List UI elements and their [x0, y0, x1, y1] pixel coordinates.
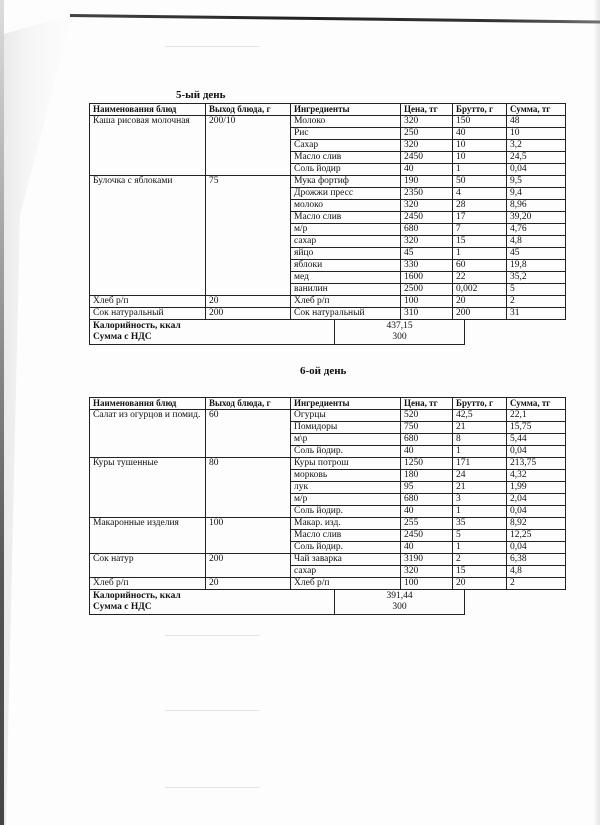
- summary-values: [335, 320, 464, 344]
- ingredient-cell: яйцо: [291, 248, 401, 260]
- price-cell: 320: [401, 116, 453, 128]
- gross-cell: 1: [453, 248, 507, 260]
- price-cell: 750: [401, 422, 453, 434]
- ingredient-cell: м/р: [291, 224, 401, 236]
- price-cell: 95: [401, 482, 453, 494]
- table-row: [90, 578, 566, 590]
- price-cell: 680: [401, 434, 453, 446]
- ingredient-cell: Масло слив: [291, 212, 401, 224]
- gross-cell: 50: [453, 176, 507, 188]
- yield-cell: 80: [206, 458, 291, 518]
- sum-cell: 9,5: [507, 176, 566, 188]
- calories-label: Калорийность, ккал: [93, 591, 181, 601]
- ingredient-cell: Чай заварка: [291, 554, 401, 566]
- summary-day-5: [89, 320, 465, 345]
- table-header-row: [90, 398, 566, 410]
- scan-shadow: [0, 15, 72, 825]
- gross-cell: 60: [453, 260, 507, 272]
- sum-cell: 6,38: [507, 554, 566, 566]
- sum-cell: 0,04: [507, 446, 566, 458]
- column-header: Брутто, г: [453, 104, 507, 116]
- price-cell: 320: [401, 566, 453, 578]
- price-cell: 40: [401, 446, 453, 458]
- price-cell: 320: [401, 200, 453, 212]
- ingredient-cell: Соль йодир.: [291, 506, 401, 518]
- price-cell: 320: [401, 140, 453, 152]
- gross-cell: 22: [453, 272, 507, 284]
- scan-smudge: [165, 46, 260, 47]
- price-cell: 2500: [401, 284, 453, 296]
- day-title: 6-ой день: [300, 365, 347, 377]
- total-label: Сумма с НДС: [93, 602, 152, 612]
- gross-cell: 3: [453, 494, 507, 506]
- price-cell: 310: [401, 308, 453, 320]
- gross-cell: 171: [453, 458, 507, 470]
- sum-cell: 4,8: [507, 566, 566, 578]
- column-header: Ингредиенты: [291, 398, 401, 410]
- scan-top-edge: [70, 14, 600, 24]
- sum-cell: 10: [507, 128, 566, 140]
- calories-value: 437,15: [386, 321, 413, 331]
- scan-smudge: [165, 635, 260, 636]
- price-cell: 680: [401, 494, 453, 506]
- sum-cell: 2: [507, 578, 566, 590]
- gross-cell: 17: [453, 212, 507, 224]
- sum-cell: 0,04: [507, 164, 566, 176]
- yield-cell: 20: [206, 296, 291, 308]
- table-row: [90, 554, 566, 566]
- price-cell: 100: [401, 296, 453, 308]
- sum-cell: 31: [507, 308, 566, 320]
- price-cell: 1250: [401, 458, 453, 470]
- ingredient-cell: ванилин: [291, 284, 401, 296]
- calories-value: 391,44: [386, 591, 413, 601]
- yield-cell: 60: [206, 410, 291, 458]
- ingredient-cell: сахар: [291, 236, 401, 248]
- scan-right-edge: [594, 0, 600, 825]
- gross-cell: 28: [453, 200, 507, 212]
- total-label: Сумма с НДС: [93, 332, 152, 342]
- ingredient-cell: Помидоры: [291, 422, 401, 434]
- price-cell: 3190: [401, 554, 453, 566]
- dish-name-cell: Хлеб р/п: [90, 578, 206, 590]
- gross-cell: 1: [453, 446, 507, 458]
- calories-label: Калорийность, ккал: [93, 321, 181, 331]
- column-header: Сумма, тг: [507, 104, 566, 116]
- dish-name-cell: Сок натур: [90, 554, 206, 578]
- ingredient-cell: морковь: [291, 470, 401, 482]
- gross-cell: 10: [453, 140, 507, 152]
- ingredient-cell: Макар. изд.: [291, 518, 401, 530]
- price-cell: 520: [401, 410, 453, 422]
- scan-smudge: [165, 787, 260, 788]
- column-header: Цена, тг: [401, 398, 453, 410]
- gross-cell: 10: [453, 152, 507, 164]
- ingredient-cell: Мука фортиф: [291, 176, 401, 188]
- column-header: Брутто, г: [453, 398, 507, 410]
- gross-cell: 40: [453, 128, 507, 140]
- column-header: Сумма, тг: [507, 398, 566, 410]
- ingredient-cell: м/р: [291, 494, 401, 506]
- price-cell: 180: [401, 470, 453, 482]
- table-row: [90, 176, 566, 188]
- dish-name-cell: Булочка с яблоками: [90, 176, 206, 296]
- yield-cell: 200/10: [206, 116, 291, 176]
- column-header: Наименования блюд: [90, 398, 206, 410]
- sum-cell: 5,44: [507, 434, 566, 446]
- price-cell: 190: [401, 176, 453, 188]
- price-cell: 2450: [401, 152, 453, 164]
- gross-cell: 20: [453, 296, 507, 308]
- price-cell: 40: [401, 164, 453, 176]
- ingredient-cell: Хлеб р/п: [291, 296, 401, 308]
- gross-cell: 42,5: [453, 410, 507, 422]
- gross-cell: 2: [453, 554, 507, 566]
- price-cell: 330: [401, 260, 453, 272]
- price-cell: 2450: [401, 212, 453, 224]
- gross-cell: 4: [453, 188, 507, 200]
- sum-cell: 9,4: [507, 188, 566, 200]
- yield-cell: 75: [206, 176, 291, 296]
- table-row: [90, 296, 566, 308]
- gross-cell: 0,002: [453, 284, 507, 296]
- dish-name-cell: Каша рисовая молочная: [90, 116, 206, 176]
- gross-cell: 200: [453, 308, 507, 320]
- price-cell: 2450: [401, 530, 453, 542]
- ingredient-cell: Масло слив: [291, 530, 401, 542]
- sum-cell: 24,5: [507, 152, 566, 164]
- table-row: [90, 518, 566, 530]
- sum-cell: 4,76: [507, 224, 566, 236]
- ingredient-cell: молоко: [291, 200, 401, 212]
- yield-cell: 100: [206, 518, 291, 554]
- scan-smudge: [165, 710, 260, 711]
- ingredient-cell: Масло слив: [291, 152, 401, 164]
- yield-cell: 200: [206, 308, 291, 320]
- table-row: [90, 410, 566, 422]
- gross-cell: 15: [453, 236, 507, 248]
- price-cell: 45: [401, 248, 453, 260]
- sum-cell: 15,75: [507, 422, 566, 434]
- gross-cell: 24: [453, 470, 507, 482]
- gross-cell: 1: [453, 542, 507, 554]
- gross-cell: 20: [453, 578, 507, 590]
- sum-cell: 0,04: [507, 506, 566, 518]
- price-cell: 255: [401, 518, 453, 530]
- price-cell: 2350: [401, 188, 453, 200]
- gross-cell: 1: [453, 506, 507, 518]
- summary-labels: [90, 590, 335, 614]
- ingredient-cell: Хлеб р/п: [291, 578, 401, 590]
- gross-cell: 15: [453, 566, 507, 578]
- sum-cell: 39,20: [507, 212, 566, 224]
- summary-values: [335, 590, 464, 614]
- dish-name-cell: Салат из огурцов и помид.: [90, 410, 206, 458]
- sum-cell: 2: [507, 296, 566, 308]
- sum-cell: 4,8: [507, 236, 566, 248]
- dish-name-cell: Хлеб р/п: [90, 296, 206, 308]
- ingredient-cell: Сахар: [291, 140, 401, 152]
- day-title: 5-ый день: [176, 89, 226, 101]
- ingredient-cell: Соль йодир: [291, 164, 401, 176]
- sum-cell: 5: [507, 284, 566, 296]
- summary-day-6: [89, 590, 465, 615]
- ingredient-cell: Соль йодир.: [291, 446, 401, 458]
- price-cell: 250: [401, 128, 453, 140]
- total-value: 300: [392, 332, 407, 342]
- sum-cell: 4,32: [507, 470, 566, 482]
- summary-labels: [90, 320, 335, 344]
- dish-name-cell: Макаронные изделия: [90, 518, 206, 554]
- table-row: [90, 308, 566, 320]
- ingredient-cell: яблоки: [291, 260, 401, 272]
- ingredient-cell: Сок натуральный: [291, 308, 401, 320]
- dish-name-cell: Куры тушенные: [90, 458, 206, 518]
- column-header: Наименования блюд: [90, 104, 206, 116]
- ingredient-cell: Молоко: [291, 116, 401, 128]
- column-header: Ингредиенты: [291, 104, 401, 116]
- table-header-row: [90, 104, 566, 116]
- menu-table-day-5: [89, 103, 566, 320]
- gross-cell: 35: [453, 518, 507, 530]
- sum-cell: 8,96: [507, 200, 566, 212]
- gross-cell: 5: [453, 530, 507, 542]
- menu-table-day-6: [89, 397, 566, 590]
- ingredient-cell: мед: [291, 272, 401, 284]
- gross-cell: 1: [453, 164, 507, 176]
- sum-cell: 3,2: [507, 140, 566, 152]
- column-header: Выход блюда, г: [206, 104, 291, 116]
- total-value: 300: [392, 602, 407, 612]
- price-cell: 320: [401, 236, 453, 248]
- sum-cell: 45: [507, 248, 566, 260]
- price-cell: 680: [401, 224, 453, 236]
- ingredient-cell: Куры потрош: [291, 458, 401, 470]
- dish-name-cell: Сок натуральный: [90, 308, 206, 320]
- sum-cell: 1,99: [507, 482, 566, 494]
- price-cell: 40: [401, 542, 453, 554]
- ingredient-cell: Рис: [291, 128, 401, 140]
- ingredient-cell: Соль йодир.: [291, 542, 401, 554]
- table-row: [90, 458, 566, 470]
- sum-cell: 213,75: [507, 458, 566, 470]
- gross-cell: 150: [453, 116, 507, 128]
- yield-cell: 200: [206, 554, 291, 578]
- gross-cell: 21: [453, 482, 507, 494]
- ingredient-cell: м\р: [291, 434, 401, 446]
- gross-cell: 21: [453, 422, 507, 434]
- sum-cell: 2,04: [507, 494, 566, 506]
- sum-cell: 12,25: [507, 530, 566, 542]
- price-cell: 100: [401, 578, 453, 590]
- ingredient-cell: сахар: [291, 566, 401, 578]
- scan-left-edge: [0, 0, 4, 825]
- column-header: Цена, тг: [401, 104, 453, 116]
- ingredient-cell: Огурцы: [291, 410, 401, 422]
- yield-cell: 20: [206, 578, 291, 590]
- column-header: Выход блюда, г: [206, 398, 291, 410]
- sum-cell: 22,1: [507, 410, 566, 422]
- gross-cell: 7: [453, 224, 507, 236]
- sum-cell: 19,8: [507, 260, 566, 272]
- price-cell: 1600: [401, 272, 453, 284]
- price-cell: 40: [401, 506, 453, 518]
- ingredient-cell: Дрожжи пресс: [291, 188, 401, 200]
- ingredient-cell: лук: [291, 482, 401, 494]
- sum-cell: 48: [507, 116, 566, 128]
- sum-cell: 0,04: [507, 542, 566, 554]
- sum-cell: 8,92: [507, 518, 566, 530]
- sum-cell: 35,2: [507, 272, 566, 284]
- gross-cell: 8: [453, 434, 507, 446]
- table-row: [90, 116, 566, 128]
